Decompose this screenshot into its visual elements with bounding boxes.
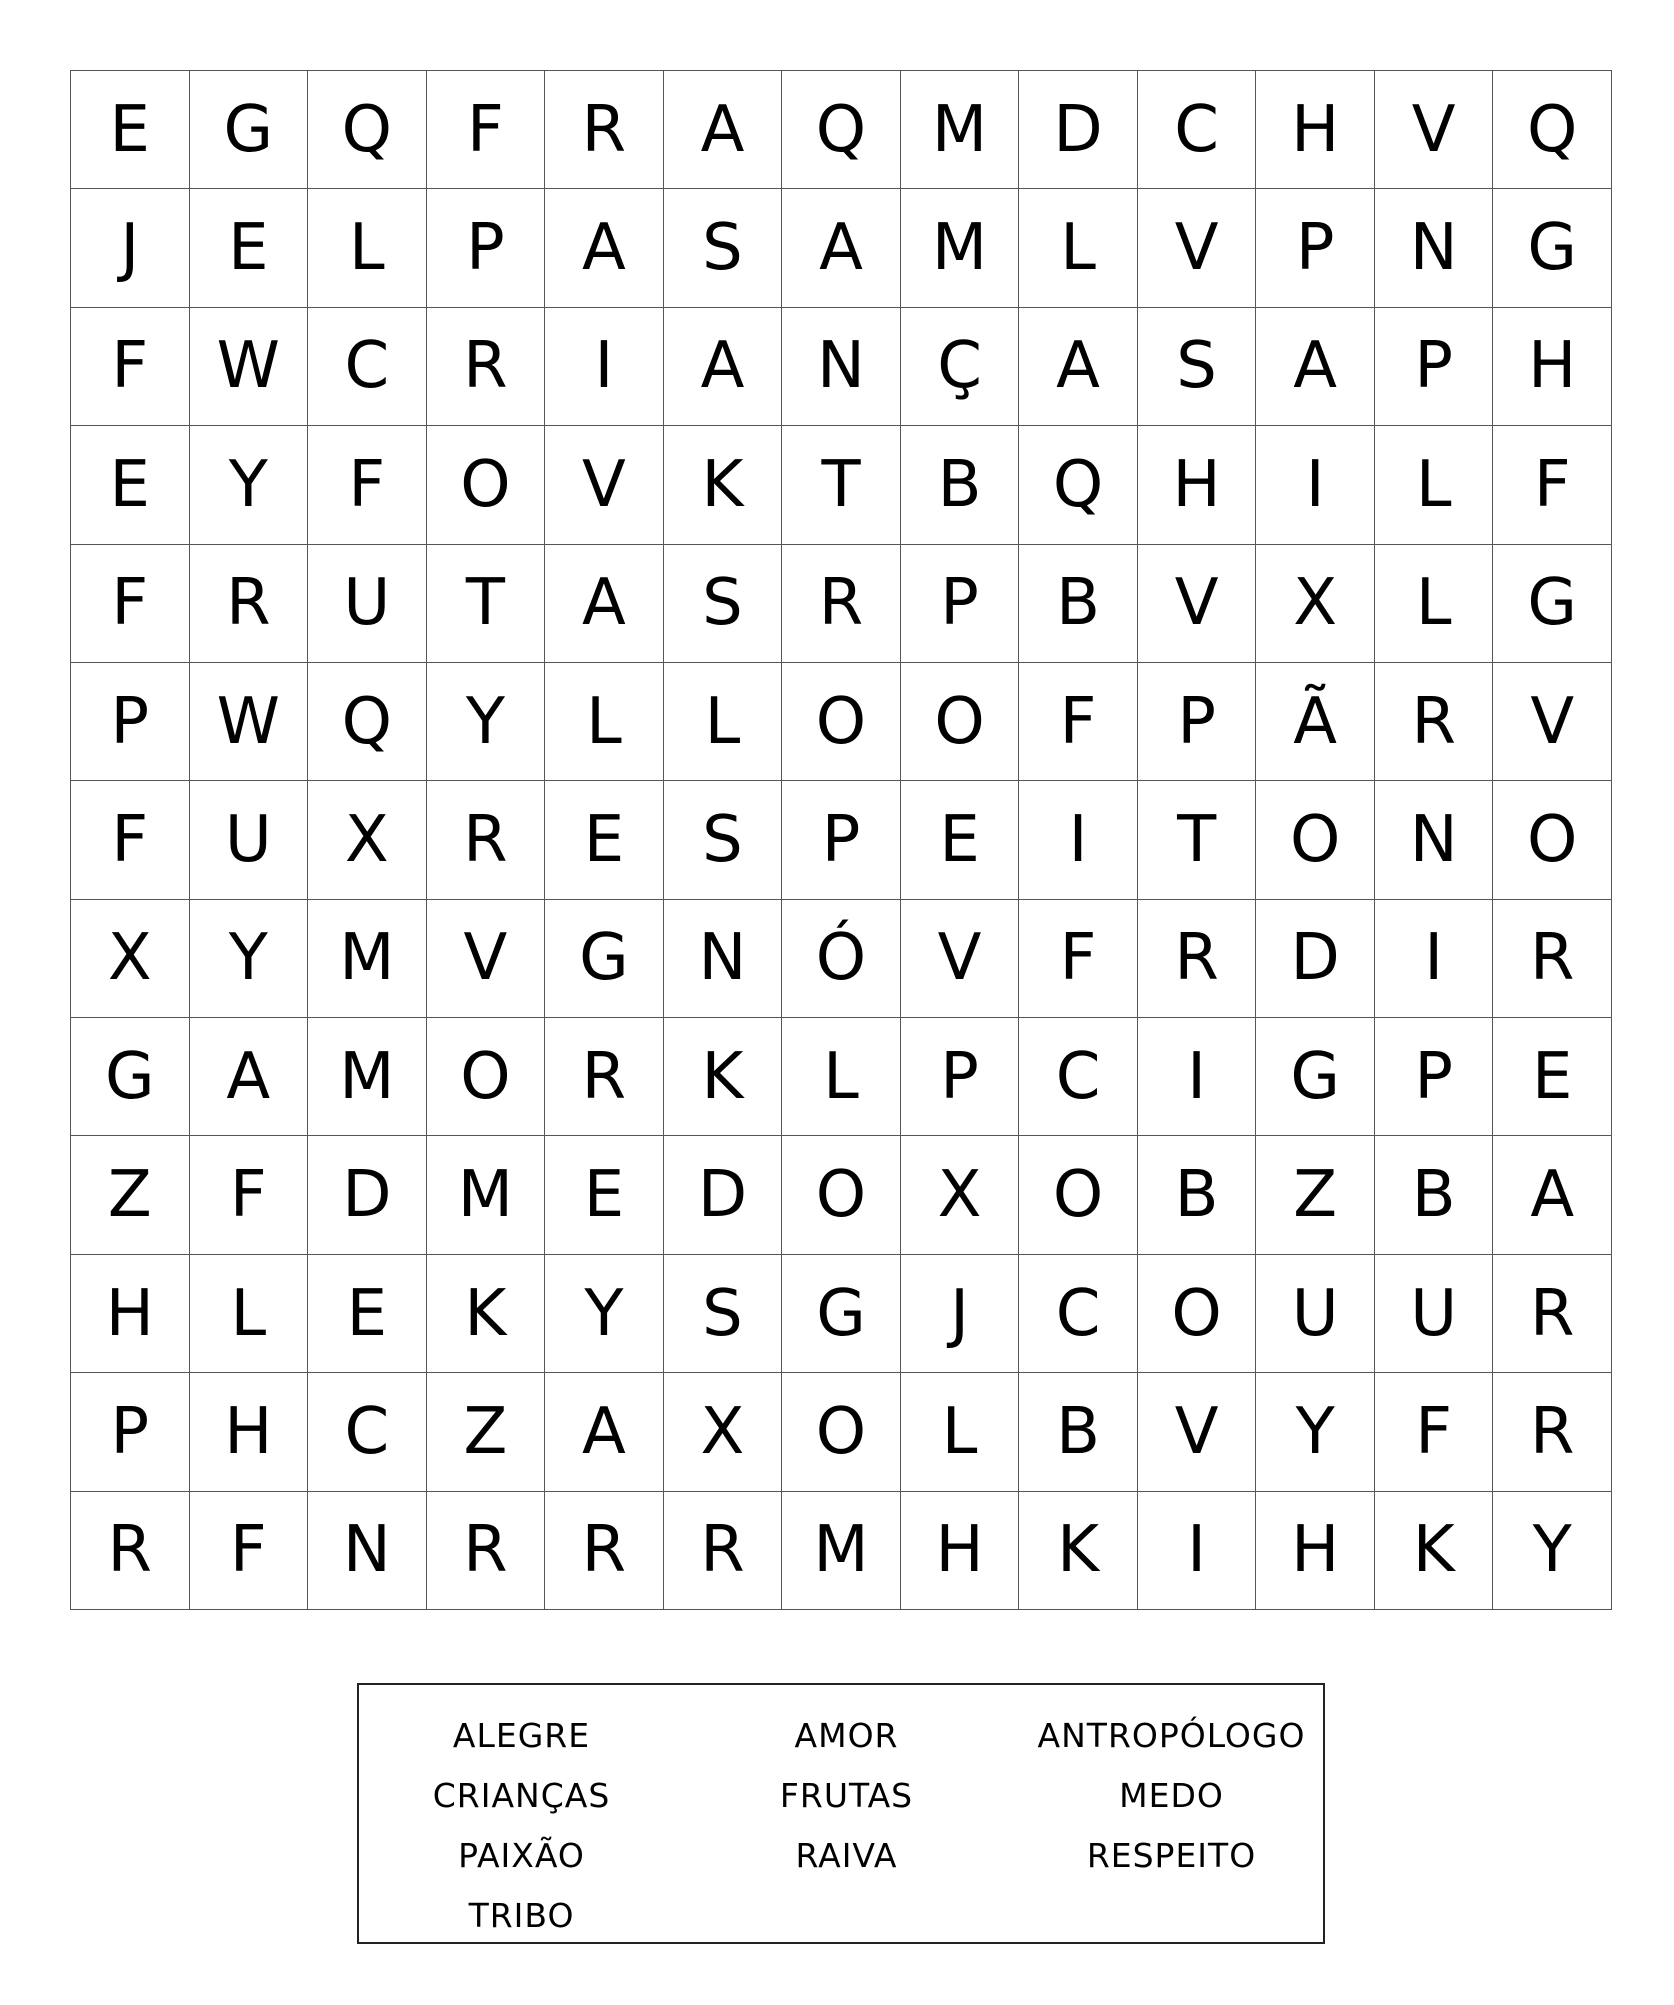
grid-cell: S: [664, 189, 783, 307]
grid-cell: G: [545, 900, 664, 1018]
grid-cell: G: [71, 1018, 190, 1136]
grid-cell: Y: [545, 1255, 664, 1373]
grid-cell: S: [664, 1255, 783, 1373]
grid-cell: L: [664, 663, 783, 781]
grid-cell: T: [782, 426, 901, 544]
grid-cell: V: [1138, 189, 1257, 307]
grid-cell: E: [901, 781, 1020, 899]
grid-cell: M: [782, 1492, 901, 1610]
grid-cell: F: [1375, 1373, 1494, 1491]
grid-cell: I: [1138, 1018, 1257, 1136]
grid-cell: A: [190, 1018, 309, 1136]
grid-cell: E: [190, 189, 309, 307]
grid-cell: B: [1019, 1373, 1138, 1491]
grid-cell: O: [782, 1136, 901, 1254]
grid-cell: S: [664, 781, 783, 899]
grid-cell: D: [1256, 900, 1375, 1018]
grid-cell: C: [1138, 71, 1257, 189]
grid-cell: L: [308, 189, 427, 307]
grid-cell: H: [1256, 1492, 1375, 1610]
grid-cell: G: [1493, 545, 1612, 663]
grid-cell: R: [545, 1492, 664, 1610]
grid-cell: Q: [1493, 71, 1612, 189]
grid-cell: Q: [1019, 426, 1138, 544]
grid-cell: M: [308, 1018, 427, 1136]
grid-cell: K: [427, 1255, 546, 1373]
grid-cell: Q: [782, 71, 901, 189]
grid-cell: E: [1493, 1018, 1612, 1136]
grid-cell: V: [427, 900, 546, 1018]
grid-cell: P: [71, 663, 190, 781]
grid-cell: P: [427, 189, 546, 307]
grid-cell: R: [1138, 900, 1257, 1018]
grid-cell: N: [1375, 781, 1494, 899]
grid-cell: R: [427, 781, 546, 899]
grid-cell: H: [901, 1492, 1020, 1610]
grid-cell: Z: [71, 1136, 190, 1254]
grid-cell: X: [664, 1373, 783, 1491]
grid-cell: L: [1375, 426, 1494, 544]
grid-cell: P: [901, 1018, 1020, 1136]
word-list-item: RESPEITO: [1086, 1835, 1257, 1875]
grid-cell: A: [782, 189, 901, 307]
grid-cell: L: [901, 1373, 1020, 1491]
grid-cell: O: [901, 663, 1020, 781]
grid-cell: F: [190, 1136, 309, 1254]
grid-cell: O: [782, 663, 901, 781]
grid-cell: V: [545, 426, 664, 544]
grid-cell: Y: [427, 663, 546, 781]
grid-cell: N: [1375, 189, 1494, 307]
grid-cell: R: [1493, 900, 1612, 1018]
grid-cell: X: [1256, 545, 1375, 663]
grid-cell: Y: [190, 900, 309, 1018]
grid-cell: S: [664, 545, 783, 663]
grid-cell: D: [1019, 71, 1138, 189]
grid-cell: D: [308, 1136, 427, 1254]
grid-cell: R: [782, 545, 901, 663]
grid-cell: M: [901, 71, 1020, 189]
grid-cell: I: [1256, 426, 1375, 544]
grid-cell: O: [1138, 1255, 1257, 1373]
grid-cell: O: [1493, 781, 1612, 899]
grid-cell: Ó: [782, 900, 901, 1018]
grid-cell: N: [308, 1492, 427, 1610]
grid-cell: A: [545, 545, 664, 663]
grid-cell: Q: [308, 663, 427, 781]
grid-cell: Y: [1493, 1492, 1612, 1610]
grid-cell: I: [1375, 900, 1494, 1018]
grid-cell: I: [1019, 781, 1138, 899]
grid-cell: R: [664, 1492, 783, 1610]
grid-cell: E: [545, 1136, 664, 1254]
grid-cell: F: [308, 426, 427, 544]
grid-cell: V: [901, 900, 1020, 1018]
grid-cell: V: [1375, 71, 1494, 189]
grid-cell: U: [308, 545, 427, 663]
grid-cell: A: [1493, 1136, 1612, 1254]
grid-cell: N: [782, 308, 901, 426]
grid-cell: K: [1019, 1492, 1138, 1610]
grid-cell: P: [1256, 189, 1375, 307]
grid-cell: R: [1493, 1373, 1612, 1491]
word-list-item: FRUTAS: [779, 1775, 914, 1815]
grid-cell: F: [427, 71, 546, 189]
grid-cell: P: [71, 1373, 190, 1491]
grid-cell: R: [190, 545, 309, 663]
grid-cell: H: [1138, 426, 1257, 544]
grid-cell: V: [1493, 663, 1612, 781]
grid-cell: J: [901, 1255, 1020, 1373]
grid-cell: M: [901, 189, 1020, 307]
grid-cell: U: [1256, 1255, 1375, 1373]
grid-cell: P: [901, 545, 1020, 663]
grid-cell: Q: [308, 71, 427, 189]
grid-cell: R: [545, 1018, 664, 1136]
grid-cell: X: [901, 1136, 1020, 1254]
grid-cell: F: [1019, 900, 1138, 1018]
grid-cell: P: [1375, 308, 1494, 426]
grid-cell: C: [308, 308, 427, 426]
grid-cell: R: [427, 308, 546, 426]
grid-cell: H: [190, 1373, 309, 1491]
grid-cell: E: [308, 1255, 427, 1373]
word-list-item: PAIXÃO: [458, 1835, 585, 1875]
word-list-item: ALEGRE: [452, 1715, 591, 1755]
grid-cell: F: [1019, 663, 1138, 781]
grid-cell: P: [782, 781, 901, 899]
grid-cell: Z: [1256, 1136, 1375, 1254]
grid-cell: V: [1138, 545, 1257, 663]
grid-cell: F: [71, 545, 190, 663]
grid-cell: A: [545, 189, 664, 307]
grid-cell: K: [664, 426, 783, 544]
grid-cell: G: [782, 1255, 901, 1373]
grid-cell: O: [427, 1018, 546, 1136]
grid-cell: G: [1256, 1018, 1375, 1136]
grid-cell: D: [664, 1136, 783, 1254]
grid-cell: G: [1493, 189, 1612, 307]
grid-cell: Ã: [1256, 663, 1375, 781]
grid-cell: K: [664, 1018, 783, 1136]
grid-cell: B: [1138, 1136, 1257, 1254]
grid-cell: T: [1138, 781, 1257, 899]
grid-cell: E: [545, 781, 664, 899]
grid-cell: F: [71, 781, 190, 899]
grid-cell: I: [1138, 1492, 1257, 1610]
grid-cell: R: [71, 1492, 190, 1610]
word-list-item: RAIVA: [795, 1835, 898, 1875]
grid-cell: O: [1256, 781, 1375, 899]
word-list-item: MEDO: [1119, 1775, 1224, 1815]
grid-cell: Y: [190, 426, 309, 544]
grid-cell: N: [664, 900, 783, 1018]
grid-cell: C: [308, 1373, 427, 1491]
grid-cell: T: [427, 545, 546, 663]
grid-cell: S: [1138, 308, 1257, 426]
grid-cell: M: [427, 1136, 546, 1254]
grid-cell: U: [1375, 1255, 1494, 1373]
word-list-item: TRIBO: [468, 1895, 575, 1935]
grid-cell: C: [1019, 1018, 1138, 1136]
grid-cell: A: [1019, 308, 1138, 426]
grid-cell: H: [1256, 71, 1375, 189]
grid-cell: A: [1256, 308, 1375, 426]
grid-cell: O: [1019, 1136, 1138, 1254]
grid-cell: O: [782, 1373, 901, 1491]
grid-cell: G: [190, 71, 309, 189]
grid-cell: R: [1493, 1255, 1612, 1373]
grid-cell: F: [71, 308, 190, 426]
grid-cell: K: [1375, 1492, 1494, 1610]
grid-cell: U: [190, 781, 309, 899]
grid-cell: X: [308, 781, 427, 899]
grid-cell: L: [782, 1018, 901, 1136]
word-list-item: AMOR: [794, 1715, 899, 1755]
grid-cell: P: [1375, 1018, 1494, 1136]
grid-cell: A: [545, 1373, 664, 1491]
word-list-item: CRIANÇAS: [432, 1775, 611, 1815]
grid-cell: R: [545, 71, 664, 189]
grid-cell: P: [1138, 663, 1257, 781]
grid-cell: R: [1375, 663, 1494, 781]
grid-cell: L: [190, 1255, 309, 1373]
grid-cell: H: [71, 1255, 190, 1373]
word-list: [359, 1705, 1323, 1945]
grid-cell: X: [71, 900, 190, 1018]
grid-cell: F: [190, 1492, 309, 1610]
grid-cell: Y: [1256, 1373, 1375, 1491]
word-list-item: ANTROPÓLOGO: [1037, 1715, 1306, 1755]
grid-cell: B: [1019, 545, 1138, 663]
grid-cell: A: [664, 308, 783, 426]
grid-cell: F: [1493, 426, 1612, 544]
grid-cell: O: [427, 426, 546, 544]
grid-cell: V: [1138, 1373, 1257, 1491]
grid-cell: I: [545, 308, 664, 426]
grid-cell: H: [1493, 308, 1612, 426]
grid-cell: B: [901, 426, 1020, 544]
grid-cell: W: [190, 308, 309, 426]
word-list-box: [357, 1683, 1325, 1944]
grid-cell: Ç: [901, 308, 1020, 426]
grid-cell: J: [71, 189, 190, 307]
grid-cell: B: [1375, 1136, 1494, 1254]
grid-cell: M: [308, 900, 427, 1018]
grid-cell: L: [545, 663, 664, 781]
grid-cell: E: [71, 71, 190, 189]
grid-cell: W: [190, 663, 309, 781]
word-search-grid: [70, 70, 1612, 1610]
grid-cell: A: [664, 71, 783, 189]
grid-cell: C: [1019, 1255, 1138, 1373]
grid-cell: L: [1019, 189, 1138, 307]
grid-cell: R: [427, 1492, 546, 1610]
grid-cell: Z: [427, 1373, 546, 1491]
grid-cell: E: [71, 426, 190, 544]
grid-cell: L: [1375, 545, 1494, 663]
